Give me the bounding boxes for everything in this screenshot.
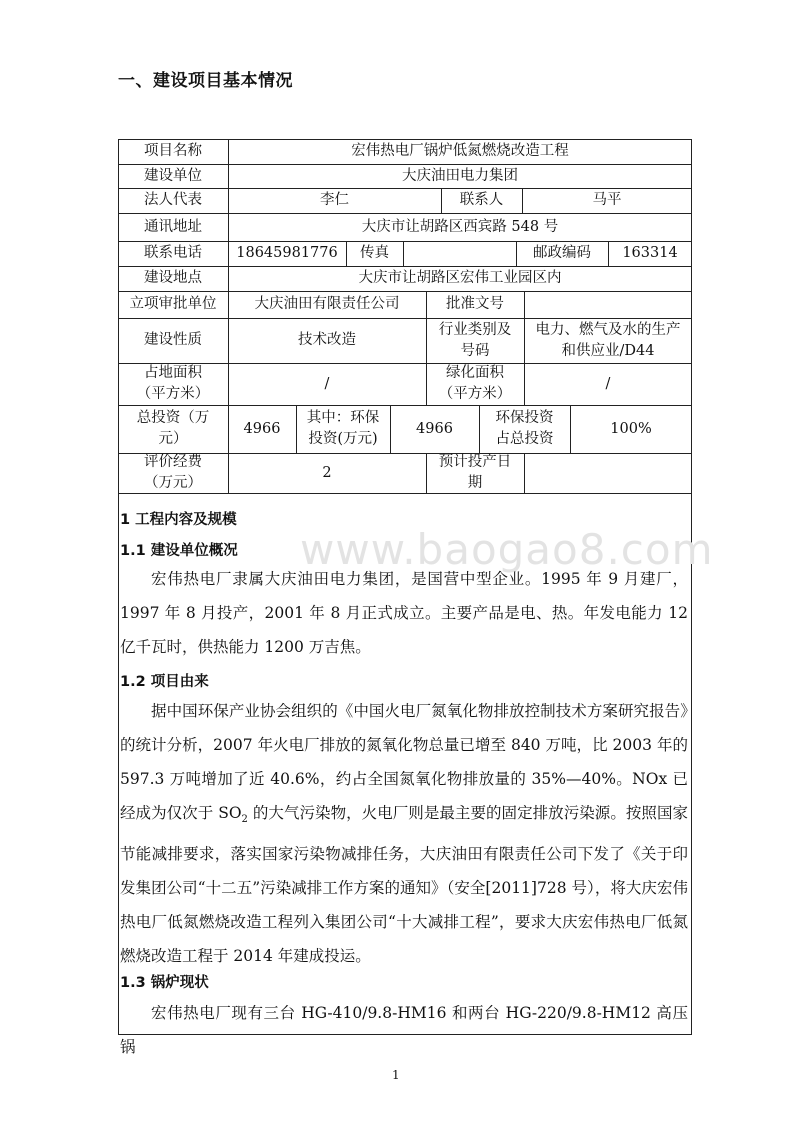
postcode-value: 163314	[622, 245, 678, 261]
total-investment-label: 总投资（万元）	[136, 410, 210, 447]
op-date-value	[524, 453, 692, 493]
approval-unit-value: 大庆油田有限责任公司	[254, 296, 400, 312]
total-investment-value: 4966	[243, 420, 281, 437]
green-value: /	[605, 375, 611, 392]
contact-label: 联系人	[459, 192, 504, 208]
area-value: /	[324, 375, 330, 392]
page-heading: 一、建设项目基本情况	[118, 71, 293, 91]
eval-fee-label: 评价经费（万元）	[144, 454, 202, 491]
project-name-value: 宏伟热电厂锅炉低氮燃烧改造工程	[351, 143, 569, 159]
section-1-3-paragraph: 宏伟热电厂现有三台 HG-410/9.8-HM16 和两台 HG-220/9.8-HM12 高压锅	[120, 1004, 688, 1056]
section-1-3-title: 1.3 锅炉现状	[120, 975, 209, 991]
page-number: 1	[392, 1068, 400, 1082]
paragraph-text: 据中国环保产业协会组织的《中国火电厂氮氧化物排放控制技术方案研究报告》的统计分析，2007 年火电厂排放的氮氧化物总量已增至 840 万吨，比 2003 年的 597.3 万吨增加了近 40.6%，约占全国氮氧化物排放量的 35%—40%。NOx 已经成为仅次于 SO	[120, 702, 688, 822]
phone-value: 18645981776	[236, 245, 338, 261]
env-ratio-value: 100%	[610, 420, 652, 437]
address-value: 大庆市让胡路区西宾路 548 号	[361, 218, 559, 235]
legal-rep-label: 法人代表	[144, 192, 202, 208]
industry-label: 行业类别及号码	[438, 321, 512, 359]
builder-label: 建设单位	[144, 167, 202, 184]
postcode-label: 邮政编码	[533, 245, 591, 261]
section-1-2-paragraph	[120, 694, 688, 973]
nature-label: 建设性质	[144, 332, 202, 348]
eval-fee-value: 2	[322, 464, 332, 481]
area-label: 占地面积（平方米）	[136, 365, 210, 402]
section-1-title: 1 工程内容及规模	[120, 512, 237, 528]
industry-value: 电力、燃气及水的生产和供应业/D44	[535, 321, 681, 359]
address-label: 通讯地址	[144, 218, 202, 235]
section-1-1-title: 1.1 建设单位概况	[120, 543, 238, 559]
section-1-1-paragraph: 宏伟热电厂隶属大庆油田电力集团，是国营中型企业。1995 年 9 月建厂，1997 年 8 月投产，2001 年 8 月正式成立。主要产品是电、热。年发电能力 12 亿千瓦时，供热能力 1200 万吉焦。	[120, 570, 688, 656]
section-1-2-title: 1.2 项目由来	[120, 674, 209, 690]
watermark: www.baogao8.com	[300, 525, 714, 574]
env-investment-label: 其中：环保投资(万元)	[306, 410, 380, 447]
contact-value: 马平	[592, 192, 622, 208]
approval-no-label: 批准文号	[446, 296, 504, 312]
fax-value	[403, 241, 516, 266]
project-name-label: 项目名称	[144, 143, 202, 159]
green-label: 绿化面积（平方米）	[438, 365, 512, 402]
approval-unit-label: 立项审批单位	[129, 296, 217, 312]
paragraph-text: 的大气污染物，火电厂则是最主要的固定排放污染源。按照国家节能减排要求，落实国家污染物减排任务，大庆油田有限责任公司下发了《关于印发集团公司“十二五”污染减排工作方案的通知》（安全[2011]728 号），将大庆宏伟热电厂低氮燃烧改造工程列入集团公司“十大减排工程”，要求大庆宏伟热电厂低氮燃烧改造工程于 2014 年建成投运。	[120, 804, 688, 966]
subscript-text: 2	[241, 814, 248, 826]
site-value: 大庆市让胡路区宏伟工业园区内	[358, 270, 562, 286]
env-investment-value: 4966	[416, 420, 453, 437]
op-date-label: 预计投产日期	[438, 454, 512, 491]
nature-value: 技术改造	[298, 332, 356, 348]
builder-value: 大庆油田电力集团	[402, 167, 518, 184]
approval-no-value	[524, 291, 692, 318]
legal-rep-value: 李仁	[320, 192, 349, 208]
phone-label: 联系电话	[144, 245, 202, 261]
site-label: 建设地点	[144, 270, 202, 286]
env-ratio-label: 环保投资占总投资	[495, 410, 554, 447]
fax-label: 传真	[360, 245, 389, 261]
